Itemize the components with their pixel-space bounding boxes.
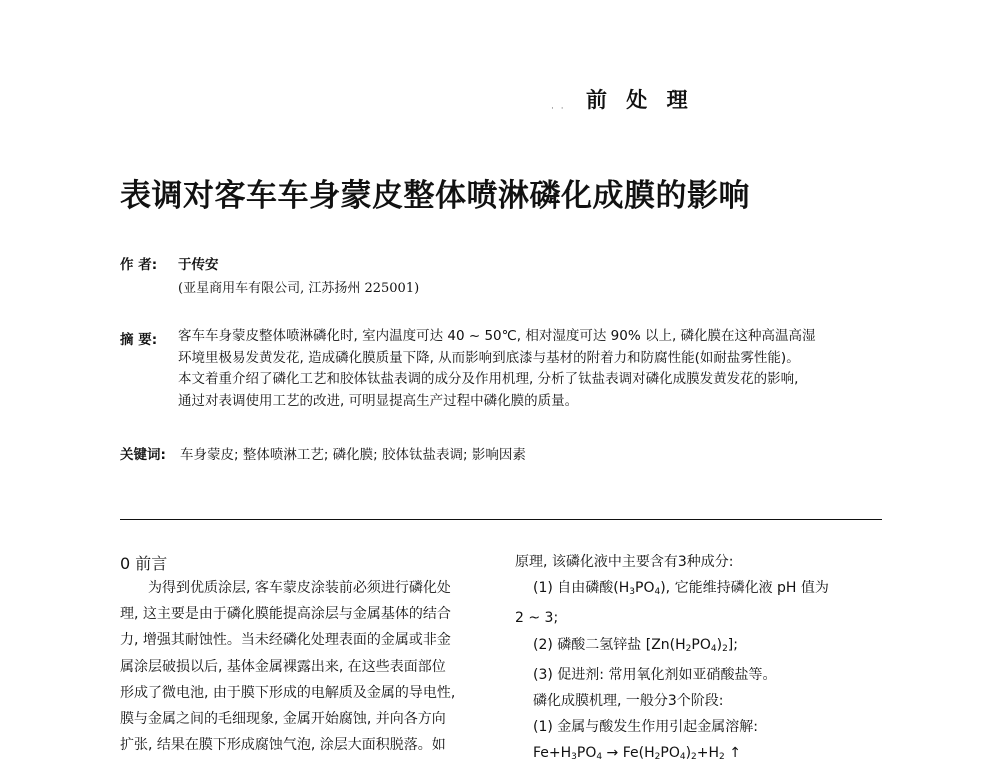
body-line: (1) 金属与酸发生作用引起金属溶解: (533, 719, 758, 736)
text-run: +H (696, 745, 720, 762)
abstract-line: 客车车身蒙皮整体喷淋磷化时, 室内温度可达 40 ~ 50℃, 相对湿度可达 90% 以上, 磷化膜在这种高温高湿 (178, 328, 816, 344)
abstract-label: 摘 要: (120, 332, 158, 348)
text-run: → Fe(H (602, 745, 655, 762)
body-line: (3) 促进剂: 常用氧化剂如亚硝酸盐等。 (533, 666, 777, 683)
subscript: 3 (629, 587, 636, 598)
subscript: 3 (571, 752, 577, 763)
right-column (515, 549, 885, 771)
article-title: 表调对客车车身蒙皮整体喷淋磷化成膜的影响 (120, 178, 750, 214)
text-run: ) (716, 636, 723, 653)
subscript: 2 (722, 643, 728, 654)
subscript: 2 (719, 752, 725, 763)
section-dots: · · (551, 104, 566, 114)
text-run: ), 它能维持磷化液 pH 值为 (660, 580, 829, 597)
subscript: 2 (685, 643, 692, 654)
body-line: 膜与金属之间的毛细现象, 金属开始腐蚀, 并向各方向 (120, 711, 446, 728)
chemical-equation (515, 740, 885, 770)
left-column (120, 575, 492, 758)
text-run: PO (576, 745, 597, 762)
text-run: PO (660, 745, 680, 762)
subscript: 2 (691, 752, 697, 763)
text-run: ↑ (724, 745, 741, 762)
abstract-line: 通过对表调使用工艺的改进, 可明显提高生产过程中磷化膜的质量。 (178, 392, 579, 409)
author-affiliation: (亚星商用车有限公司, 江苏扬州 225001) (178, 281, 420, 296)
subscript: 2 (654, 752, 661, 763)
body-line (515, 632, 885, 662)
body-line: 磷化成膜机理, 一般分3个阶段: (533, 693, 724, 710)
subscript: 4 (596, 752, 603, 763)
abstract-text (178, 326, 883, 412)
body-line: 理, 这主要是由于磷化膜能提高涂层与金属基体的结合 (120, 606, 451, 623)
abstract-line: 本文着重介绍了磷化工艺和胶体钛盐表调的成分及作用机理, 分析了钛盐表调对磷化成膜发黄发花的影响, (178, 371, 799, 387)
text-run: (2) 磷酸二氢锌盐 [Zn(H (533, 636, 686, 653)
body-line: 力, 增强其耐蚀性。当未经磷化处理表面的金属或非金 (120, 632, 451, 649)
body-line: 扩张, 结果在膜下形成腐蚀气泡, 涂层大面积脱落。如 (120, 737, 446, 754)
text-run: PO (691, 636, 711, 653)
keywords-text: 车身蒙皮; 整体喷淋工艺; 磷化膜; 胶体钛盐表调; 影响因素 (180, 447, 526, 463)
text-run: (1) 自由磷酸(H (533, 580, 630, 597)
text-run: Fe+H (533, 745, 572, 762)
body-line: 2 ~ 3; (515, 610, 559, 627)
section-heading: 0 前言 (120, 554, 168, 573)
body-line: 原理, 该磷化液中主要含有3种成分: (515, 554, 734, 570)
subscript: 4 (654, 587, 661, 598)
text-run: PO (635, 580, 655, 597)
keywords-label: 关键词: (120, 447, 166, 463)
body-line: 为得到优质涂层, 客车蒙皮涂装前必须进行磷化处 (148, 580, 451, 596)
section-divider (120, 519, 882, 520)
abstract-line: 环境里极易发黄发花, 造成磷化膜质量下降, 从而影响到底漆与基材的附着力和防腐性能(如耐盐雾性能)。 (178, 349, 800, 366)
author-name: 于传安 (178, 257, 219, 273)
subscript: 4 (679, 752, 686, 763)
section-label: 前 处 理 (586, 88, 694, 112)
body-line: 属涂层破损以后, 基体金属裸露出来, 在这些表面部位 (120, 658, 446, 675)
text-run: ]; (727, 636, 738, 653)
subscript: 4 (710, 643, 717, 654)
body-line (515, 575, 885, 605)
author-label: 作 者: (120, 257, 158, 273)
text-run: ) (685, 745, 692, 762)
body-line: 形成了微电池, 由于膜下形成的电解质及金属的导电性, (120, 684, 456, 701)
